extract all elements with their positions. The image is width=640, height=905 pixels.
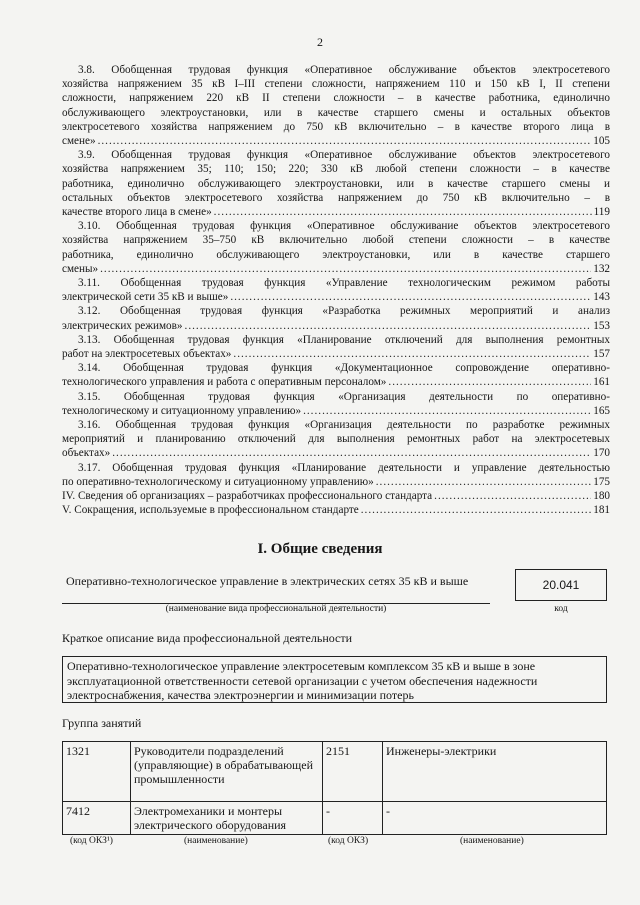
toc-entry-last-line — [62, 475, 610, 489]
toc-entry — [62, 148, 610, 219]
toc-entry-text: работ на электросетевых объектах» — [62, 348, 232, 361]
toc-entry-last-line — [62, 205, 610, 219]
toc-entry-last-line — [62, 446, 610, 460]
toc-entry-last-line — [62, 503, 610, 517]
occupation-name-cell: - — [383, 802, 607, 835]
toc-page-number: 132 — [593, 262, 610, 275]
page-number: 2 — [317, 35, 323, 49]
toc-entry — [62, 489, 610, 503]
toc-leader-dots — [185, 319, 592, 333]
toc-entry-line: сложности, напряжением 220 кВ II степени сложности – в качестве работника, единолично — [62, 92, 610, 105]
okz-code-cell: 7412 — [63, 802, 131, 835]
toc-entry — [62, 219, 610, 276]
toc-page-number: 180 — [593, 490, 610, 503]
toc-page-number: 153 — [593, 319, 610, 332]
toc-leader-dots — [98, 134, 592, 148]
toc-entry-text: смены» — [62, 262, 99, 275]
toc-page-number: 143 — [593, 291, 610, 304]
description-box: Оперативно-технологическое управление электросетевым комплексом 35 кВ и выше в зоне эксплуатационной ответственности сетевой организации с учетом обеспечения надежности электроснабжения, качества электроэнергии и минимизации потерь — [62, 656, 607, 703]
activity-code-caption: код — [554, 604, 568, 614]
toc-page-number: 165 — [593, 404, 610, 417]
toc-page-number: 175 — [593, 475, 610, 488]
toc-page-number: 161 — [593, 376, 610, 389]
toc-entry-line: 3.11. Обобщенная трудовая функция «Управление технологическим режимом работы — [78, 277, 610, 290]
toc-entry — [62, 503, 610, 517]
occupation-name-cell: Инженеры-электрики — [383, 742, 607, 802]
toc-entry-text: объектах» — [62, 447, 111, 460]
toc-entry-text: по оперативно-технологическому и ситуационному управлению» — [62, 475, 374, 488]
toc-entry-line: работника, единолично обслуживающего электроустановки, или в качестве старшего — [62, 248, 610, 261]
toc-leader-dots — [233, 347, 591, 361]
toc-entry-line: 3.15. Обобщенная трудовая функция «Организация деятельности по оперативно- — [78, 390, 610, 403]
toc-entry-line: 3.14. Обобщенная трудовая функция «Документационное сопровождение оперативно- — [78, 362, 610, 375]
toc-leader-dots — [303, 404, 591, 418]
toc-entry-last-line — [62, 134, 610, 148]
toc-page-number: 105 — [593, 135, 610, 148]
toc-entry-line: хозяйства напряжением 35; 110; 150; 220; 330 кВ любой степени сложности – в качестве — [62, 163, 610, 176]
occupation-table — [62, 741, 607, 835]
activity-code-box: 20.041 — [515, 569, 607, 601]
toc-entry-last-line — [62, 262, 610, 276]
toc-entry-last-line — [62, 347, 610, 361]
toc-entry-line: хозяйства напряжением 35–750 кВ включительно любой степени сложности – в качестве — [62, 234, 610, 247]
toc-entry-text: качестве второго лица в смене» — [62, 206, 212, 219]
toc-entry-line: мероприятий и планированию отключений для выполнения ремонтных работ на электросетевых — [62, 433, 610, 446]
okz-code-cell: - — [323, 802, 383, 835]
toc-page-number: 170 — [593, 447, 610, 460]
toc-entry — [62, 361, 610, 389]
toc-entry-last-line — [62, 290, 610, 304]
toc-entry-line: работника, единолично обслуживающего электроустановки, или в качестве старшего смены и — [62, 177, 610, 190]
toc-entry-last-line — [62, 375, 610, 389]
toc-entry-text: электрической сети 35 кВ и выше» — [62, 291, 229, 304]
table-row — [63, 802, 607, 835]
toc-entry-last-line — [62, 319, 610, 333]
toc-entry-line: 3.17. Обобщенная трудовая функция «Планирование деятельности и управление деятельностью — [78, 461, 610, 474]
activity-kind-name: Оперативно-технологическое управление в электрических сетях 35 кВ и выше — [66, 574, 469, 588]
toc-page-number: 119 — [593, 206, 610, 219]
toc-leader-dots — [376, 475, 591, 489]
toc-entry-text: V. Сокращения, используемые в профессиональном стандарте — [62, 504, 359, 517]
okz-code-caption: (код ОКЗ) — [328, 836, 369, 846]
toc-leader-dots — [434, 489, 591, 503]
occupation-group-heading: Группа занятий — [62, 716, 142, 730]
occupation-name-cell: Руководители подразделений (управляющие) в обрабатывающей промышленности — [131, 742, 323, 802]
occupation-name-caption: (наименование) — [184, 836, 248, 846]
description-heading: Краткое описание вида профессиональной деятельности — [62, 631, 353, 645]
toc-entry — [62, 276, 610, 304]
toc-entry-line: 3.12. Обобщенная трудовая функция «Разработка режимных мероприятий и анализ — [78, 305, 610, 318]
toc-entry-text: смене» — [62, 135, 96, 148]
toc-entry-last-line — [62, 489, 610, 503]
toc-leader-dots — [230, 290, 591, 304]
toc-entry-line: 3.8. Обобщенная трудовая функция «Оперативное обслуживание объектов электросетевого — [78, 64, 610, 76]
toc-entry-line: 3.13. Обобщенная трудовая функция «Планирование отключений для выполнения ремонтных — [78, 333, 610, 346]
toc-entry-line: электросетевого хозяйства напряжением до 750 кВ включительно – в качестве второго лица в — [62, 120, 610, 133]
toc-leader-dots — [388, 375, 591, 389]
toc-entry — [62, 333, 610, 361]
toc-entry — [62, 63, 610, 148]
section-title: I. Общие сведения — [257, 541, 383, 557]
toc-entry-last-line — [62, 404, 610, 418]
toc-entry — [62, 304, 610, 332]
okz-code-caption: (код ОКЗ¹) — [70, 836, 113, 846]
toc-entry — [62, 461, 610, 489]
table-of-contents — [62, 63, 610, 518]
toc-leader-dots — [361, 503, 591, 517]
activity-kind-caption: (наименование вида профессиональной деятельности) — [165, 604, 387, 614]
toc-entry — [62, 418, 610, 461]
occupation-name-caption: (наименование) — [460, 836, 524, 846]
toc-entry-text: технологического управления и работа с оперативным персоналом» — [62, 376, 387, 389]
toc-page-number: 157 — [593, 348, 610, 361]
toc-entry-text: технологическому и ситуационному управлению» — [62, 404, 302, 417]
toc-entry-line: обслуживающего электроустановки, или в качестве старшего смены и остальных объектов — [62, 106, 610, 119]
toc-entry-text: электрических режимов» — [62, 319, 183, 332]
table-row — [63, 742, 607, 802]
toc-entry — [62, 390, 610, 418]
toc-entry-line: хозяйства напряжением 35 кВ I–III степени сложности, напряжением 110 и 150 кВ I, II степени — [62, 78, 610, 91]
toc-entry-text: IV. Сведения об организациях – разработчиках профессионального стандарта — [62, 490, 433, 503]
toc-entry-line: 3.10. Обобщенная трудовая функция «Оперативное обслуживание объектов электросетевого — [78, 220, 610, 233]
toc-leader-dots — [100, 262, 591, 276]
toc-page-number: 181 — [593, 504, 610, 517]
occupation-name-cell: Электромеханики и монтеры электрического оборудования — [131, 802, 323, 835]
toc-entry-line: остальных объектов электросетевого хозяйства напряжением до 750 кВ включительно – в — [62, 191, 610, 204]
toc-leader-dots — [112, 446, 591, 460]
okz-code-cell: 2151 — [323, 742, 383, 802]
okz-code-cell: 1321 — [63, 742, 131, 802]
toc-entry-line: 3.16. Обобщенная трудовая функция «Организация деятельности по разработке режимных — [78, 419, 610, 432]
toc-entry-line: 3.9. Обобщенная трудовая функция «Оперативное обслуживание объектов электросетевого — [78, 149, 610, 162]
toc-leader-dots — [214, 205, 592, 219]
